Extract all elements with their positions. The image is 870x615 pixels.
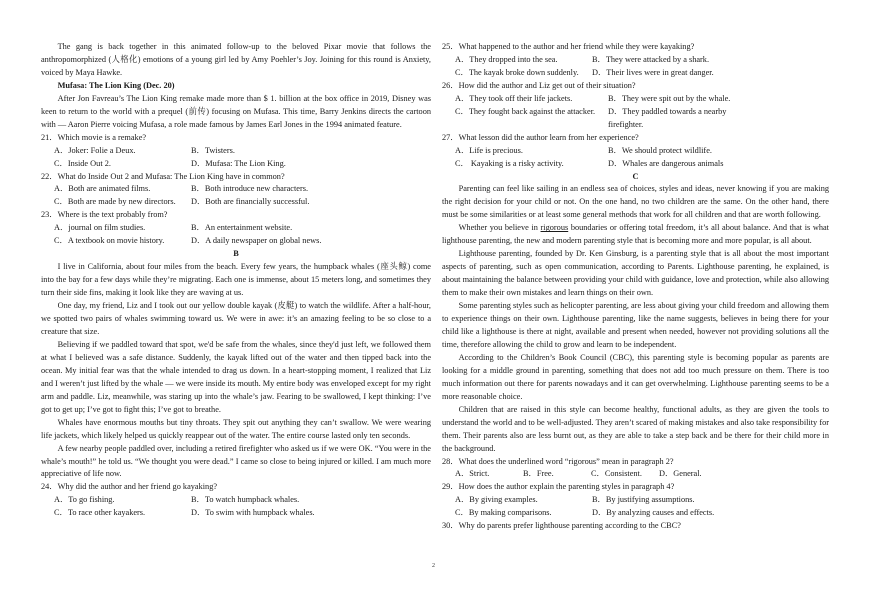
question-26-options-2 xyxy=(442,106,829,132)
paragraph-b3: Believing if we paddled toward that spot, we'd be safe from the whales, since they'd just left, we followed them at what I believed was a safe distance. Suddenly, the kayak lifted out of the water and then tipped back into the ocean. My initial fear was that the whale intended to drag us down. In a heart-stopping moment, I realized that Liz and I weren’t just lifted by the whale — we were inside its mouth. My entire body was enveloped except for my right arm and paddle. Liz, meanwhile, was staring up into the whale’s jaw. Fearing to be swallowed, I kept thinking: I’ve got to get up; I’ve got to fight this; I’ve got to breathe. xyxy=(41,339,431,414)
paragraph-mufasa: After Jon Favreau’s The Lion King remake made more than $ 1. billion at the box office in 2019, Disney was keen to return to the world with a prequel (前传) focusing on Mufasa. This time, Barry Jenkins directs the cartoon with — Aaron Pierre voicing Mufasa, a role made famous by James Earl Jones in the 1994 animated feature. xyxy=(41,93,431,129)
right-column xyxy=(442,41,829,533)
option-21b: B．Twisters. xyxy=(191,145,235,155)
question-28: 28．What does the underlined word “rigorous” mean in paragraph 2? xyxy=(442,456,674,466)
question-29: 29．How does the author explain the parenting styles in paragraph 4? xyxy=(442,482,675,492)
option-23c: C．A textbook on movie history. xyxy=(54,236,165,246)
option-27d: D．Whales are dangerous animals xyxy=(608,158,724,168)
option-27b: B．We should protect wildlife. xyxy=(608,145,712,155)
option-24c: C．To race other kayakers. xyxy=(54,508,146,518)
underlined-word-rigorous: rigorous xyxy=(540,223,569,233)
option-29c: C．By making comparisons. xyxy=(455,508,552,518)
option-27a: A．Life is precious. xyxy=(455,145,523,155)
option-28a: A．Strict. xyxy=(455,469,490,479)
section-c-heading: C xyxy=(632,171,639,181)
page-number: 2 xyxy=(432,563,435,569)
question-24-options xyxy=(41,494,431,507)
option-25d: D．Their lives were in great danger. xyxy=(592,67,714,77)
question-21: 21．Which movie is a remake? xyxy=(41,132,147,142)
question-27-options-2 xyxy=(442,158,829,171)
question-28-options xyxy=(442,468,829,481)
question-29-options xyxy=(442,494,829,507)
section-b-heading: B xyxy=(233,249,239,259)
paragraph-b4: Whales have enormous mouths but tiny throats. They spit out anything they can’t swallow. We were wearing life jackets, which likely helped us quickly reappear out of the water. The entire course lasted only ten seconds. xyxy=(41,417,431,440)
question-30: 30．Why do parents prefer lighthouse parenting according to the CBC? xyxy=(442,521,681,531)
question-22-options xyxy=(41,183,431,196)
option-25b: B．They were attacked by a shark. xyxy=(592,54,710,64)
option-25c: C．The kayak broke down suddenly. xyxy=(455,67,579,77)
option-24d: D．To swim with humpback whales. xyxy=(191,508,315,518)
question-24-options-2 xyxy=(41,507,431,520)
paragraph-b2: One day, my friend, Liz and I took out our yellow double kayak (皮艇) to watch the wildlife. After a half-hour, we spotted two pairs of whales swimming toward us. We were in awe: it’s an amazing feeling to be so close to a creature that size. xyxy=(41,301,431,336)
paragraph-c2-start: Whether you believe in xyxy=(458,223,541,233)
paragraph-c2-end: boundaries or offering total freedom, it’s all about balance. And that is what lighthouse parenting, the new and modern parenting style that is becoming more and more popular, is all about. xyxy=(442,223,829,246)
question-29-options-2 xyxy=(442,507,829,520)
question-25: 25．What happened to the author and her friend while they were kayaking? xyxy=(442,42,695,51)
option-29d: D．By analyzing causes and effects. xyxy=(592,508,715,518)
option-24b: B．To watch humpback whales. xyxy=(191,495,300,505)
option-21c: C．Inside Out 2. xyxy=(54,158,111,168)
question-22: 22．What do Inside Out 2 and Mufasa: The Lion King have in common? xyxy=(41,171,285,181)
option-23d: D．A daily newspaper on global news. xyxy=(191,236,322,246)
left-column xyxy=(41,41,431,520)
question-26-options xyxy=(442,93,829,106)
question-25-options-2 xyxy=(442,67,829,80)
option-27c: C． Kayaking is a risky activity. xyxy=(455,158,564,168)
question-26: 26．How did the author and Liz get out of their situation? xyxy=(442,80,636,90)
option-23b: B．An entertainment website. xyxy=(191,223,293,233)
movie-title-mufasa: Mufasa: The Lion King (Dec. 20) xyxy=(57,80,175,90)
option-25a: A．They dropped into the sea. xyxy=(455,54,558,64)
option-26c: C．They fought back against the attacker. xyxy=(455,106,596,116)
option-21d: D．Mufasa: The Lion King. xyxy=(191,158,286,168)
question-27: 27．What lesson did the author learn from her experience? xyxy=(442,132,639,142)
option-28d: D．General. xyxy=(659,469,702,479)
option-26b: B．They were spit out by the whale. xyxy=(608,93,731,103)
option-26d: D．They paddled towards a nearby firefighter. xyxy=(608,106,727,129)
question-21-options xyxy=(41,145,431,158)
option-29a: A．By giving examples. xyxy=(455,495,538,505)
option-21a: A．Joker: Folie a Deux. xyxy=(54,145,136,155)
option-22d: D．Both are financially successful. xyxy=(191,197,310,207)
option-23a: A．journal on film studies. xyxy=(54,223,146,233)
question-23-options xyxy=(41,222,431,235)
option-28b: B．Free. xyxy=(523,469,554,479)
option-26a: A．They took off their life jackets. xyxy=(455,93,573,103)
paragraph-c3: Lighthouse parenting, founded by Dr. Ken Ginsburg, is a parenting style that is all about the most important aspects of parenting, such as open communication, according to Parents. Lighthouse parenting, he explained, is about maintaining the balance between providing your child with guidance, love and protection, while also allowing them to make their own mistakes and learn things on their own. xyxy=(442,249,829,298)
paragraph-c4: Some parenting styles such as helicopter parenting, are less about giving your child freedom and allowing them to experience things on their own. Lighthouse parenting, like the name suggests, believes in being there for your child like a lighthouse is there at night, available and present when needed, however not providing solutions all the time, therefore allowing the child to grow and learn to be independent. xyxy=(442,301,829,349)
question-22-options-2 xyxy=(41,196,431,209)
question-23-options-2 xyxy=(41,235,431,248)
question-25-options xyxy=(442,54,829,67)
paragraph-c2 xyxy=(442,222,829,248)
option-29b: B．By justifying assumptions. xyxy=(592,495,695,505)
question-23: 23．Where is the text probably from? xyxy=(41,210,168,220)
question-27-options xyxy=(442,145,829,158)
paragraph-b5: A few nearby people paddled over, including a retired firefighter who asked us if we were OK. “You were in the whale’s mouth!” he told us. “We thought you were dead.” I came so close to being injured or killed. I am much more appreciative of life now. xyxy=(41,443,431,479)
option-22b: B．Both introduce new characters. xyxy=(191,184,309,194)
option-22a: A．Both are animated films. xyxy=(54,184,151,194)
paragraph-c5: According to the Children’s Book Council (CBC), this parenting style is becoming popular as parents are looking for a middle ground in parenting, something that does not add too much pressure on them. There is too much information out there for parents nowadays and it can get overwhelming. Lighthouse parenting seems to be a more reasonable choice. xyxy=(442,352,829,401)
question-21-options-2 xyxy=(41,158,431,171)
paragraph-c6: Children that are raised in this style can become healthy, functional adults, as they are given the tools to understand the world and to be well-adjusted. They aren’t scared of making mistakes and also take responsibility for them. Their parents also are less burnt out, as they are able to take a step back and be there for their child more in the background. xyxy=(442,404,829,453)
paragraph-b1: I live in California, about four miles from the beach. Every few years, the humpback whales (座头鲸) come into the bay for a few days while they’re migrating. Each one is immense, about 15 meters long, and sometimes they turn their side fins, making it look like they are waving at us. xyxy=(41,262,431,298)
paragraph-inside-out: The gang is back together in this animated follow-up to the beloved Pixar movie that follows the anthropomorphized (人格化) emotions of a young girl led by Amy Poehler’s Joy. Joining for this round is Anxiety, voiced by Maya Hawke. xyxy=(41,42,431,77)
option-22c: C．Both are made by new directors. xyxy=(54,197,176,207)
question-24: 24．Why did the author and her friend go kayaking? xyxy=(41,482,218,492)
option-28c: C．Consistent. xyxy=(591,469,642,479)
option-24a: A．To go fishing. xyxy=(54,495,115,505)
paragraph-c1: Parenting can feel like sailing in an endless sea of choices, styles and ideas, never knowing if you are making the right decision for your child or not. On the one hand, no two children are the same. On the other hand, there must be some similarities or at least some general methods that work for all children and that are worth following. xyxy=(442,184,829,220)
